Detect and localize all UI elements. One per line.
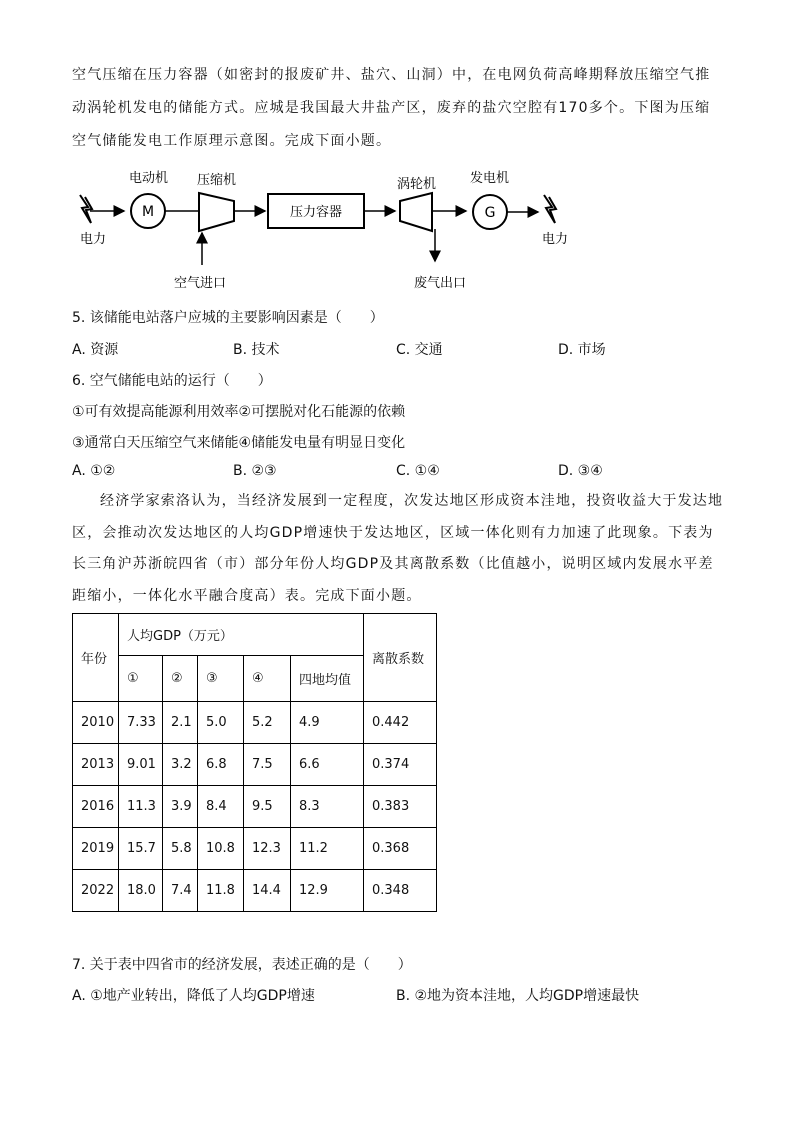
power-out-label: 电力 [542, 232, 569, 247]
generator-label: 发电机 [470, 171, 510, 186]
table-cell: 2022 [73, 870, 119, 912]
table-row [73, 744, 437, 786]
table-cell: 0.383 [364, 786, 437, 828]
q5-option-b[interactable]: B. 技术 [233, 342, 280, 358]
motor-label: 电动机 [129, 171, 169, 186]
table-cell: 0.442 [364, 702, 437, 744]
table-cell: 11.2 [291, 828, 364, 870]
motor-symbol: M [141, 204, 155, 220]
q6-option-a[interactable]: A. ①② [72, 463, 116, 479]
table-cell: 15.7 [119, 828, 163, 870]
q6-option-c[interactable]: C. ①④ [396, 463, 440, 479]
table-cell: 5.0 [198, 702, 244, 744]
power-in-label: 电力 [80, 232, 107, 247]
table-cell: 2010 [73, 702, 119, 744]
q6-option-b[interactable]: B. ②③ [233, 463, 277, 479]
table-cell: 2013 [73, 744, 119, 786]
table-row [73, 828, 437, 870]
table-row [73, 702, 437, 744]
lightning-in-icon [80, 195, 92, 223]
table-cell: 4.9 [291, 702, 364, 744]
sub-header: ③ [198, 656, 244, 702]
table-row [73, 786, 437, 828]
table-cell: 2016 [73, 786, 119, 828]
table-cell: 11.8 [198, 870, 244, 912]
table-cell: 7.5 [244, 744, 291, 786]
sub-header: ④ [244, 656, 291, 702]
compressor-shape [199, 193, 234, 231]
table-cell: 9.01 [119, 744, 163, 786]
table-cell: 8.4 [198, 786, 244, 828]
sub-header: 四地均值 [291, 656, 364, 702]
table-cell: 3.9 [163, 786, 198, 828]
table-cell: 12.9 [291, 870, 364, 912]
table-cell: 12.3 [244, 828, 291, 870]
table-cell: 0.348 [364, 870, 437, 912]
q6-statements-1: ①可有效提高能源利用效率②可摆脱对化石能源的依赖 [72, 404, 406, 420]
table-cell: 14.4 [244, 870, 291, 912]
q6-stem: 6. 空气储能电站的运行（ ） [72, 373, 272, 389]
gdp-header: 人均GDP（万元） [119, 614, 364, 656]
q6-statements-2: ③通常白天压缩空气来储能④储能发电量有明显日变化 [72, 435, 406, 451]
intro-paragraph-1: 空气压缩在压力容器（如密封的报废矿井、盐穴、山洞）中，在电网负荷高峰期释放压缩空气推动涡轮机发电的储能方式。应城是我国最大井盐产区，废弃的盐穴空腔有170多个。下图为压缩空气储能发电工作原理示意图。完成下面小题。 [72, 67, 711, 149]
q7-option-b[interactable]: B. ②地为资本洼地，人均GDP增速最快 [396, 988, 640, 1004]
year-header: 年份 [73, 614, 119, 702]
table-cell: 5.2 [244, 702, 291, 744]
q7-stem: 7. 关于表中四省市的经济发展，表述正确的是（ ） [72, 957, 412, 973]
table-row [73, 870, 437, 912]
table-cell: 6.6 [291, 744, 364, 786]
air-in-label: 空气进口 [174, 276, 227, 291]
table-cell: 2019 [73, 828, 119, 870]
generator-symbol: G [484, 205, 496, 221]
table-cell: 3.2 [163, 744, 198, 786]
q5-option-a[interactable]: A. 资源 [72, 342, 119, 358]
intro-paragraph-2: 经济学家索洛认为，当经济发展到一定程度，次发达地区形成资本洼地，投资收益大于发达地区，会推动次发达地区的人均GDP增速快于发达地区，区域一体化则有力加速了此现象。下表为长三角沪苏浙皖四省（市）部分年份人均GDP及其离散系数（比值越小，说明区域内发展水平差距缩小，一体化水平融合度高）表。完成下面小题。 [72, 493, 724, 604]
table-cell: 2.1 [163, 702, 198, 744]
table-cell: 11.3 [119, 786, 163, 828]
q6-option-d[interactable]: D. ③④ [558, 463, 603, 479]
table-cell: 9.5 [244, 786, 291, 828]
turbine-shape [400, 193, 432, 231]
turbine-label: 涡轮机 [397, 177, 437, 192]
table-cell: 7.33 [119, 702, 163, 744]
table-cell: 6.8 [198, 744, 244, 786]
table-cell: 18.0 [119, 870, 163, 912]
table-cell: 7.4 [163, 870, 198, 912]
table-cell: 8.3 [291, 786, 364, 828]
pressure-vessel-label: 压力容器 [289, 205, 343, 220]
sub-header: ① [119, 656, 163, 702]
compressed-air-storage-diagram [72, 165, 592, 293]
q7-option-a[interactable]: A. ①地产业转出，降低了人均GDP增速 [72, 988, 315, 1004]
gdp-table [72, 613, 437, 912]
q5-option-c[interactable]: C. 交通 [396, 342, 443, 358]
cv-header: 离散系数 [364, 614, 437, 702]
q5-option-d[interactable]: D. 市场 [558, 342, 606, 358]
table-cell: 0.368 [364, 828, 437, 870]
table-cell: 5.8 [163, 828, 198, 870]
table-cell: 0.374 [364, 744, 437, 786]
compressor-label: 压缩机 [197, 173, 237, 188]
table-cell: 10.8 [198, 828, 244, 870]
q5-stem: 5. 该储能电站落户应城的主要影响因素是（ ） [72, 310, 384, 326]
exhaust-label: 废气出口 [414, 276, 467, 291]
sub-header: ② [163, 656, 198, 702]
lightning-out-icon [544, 195, 556, 223]
